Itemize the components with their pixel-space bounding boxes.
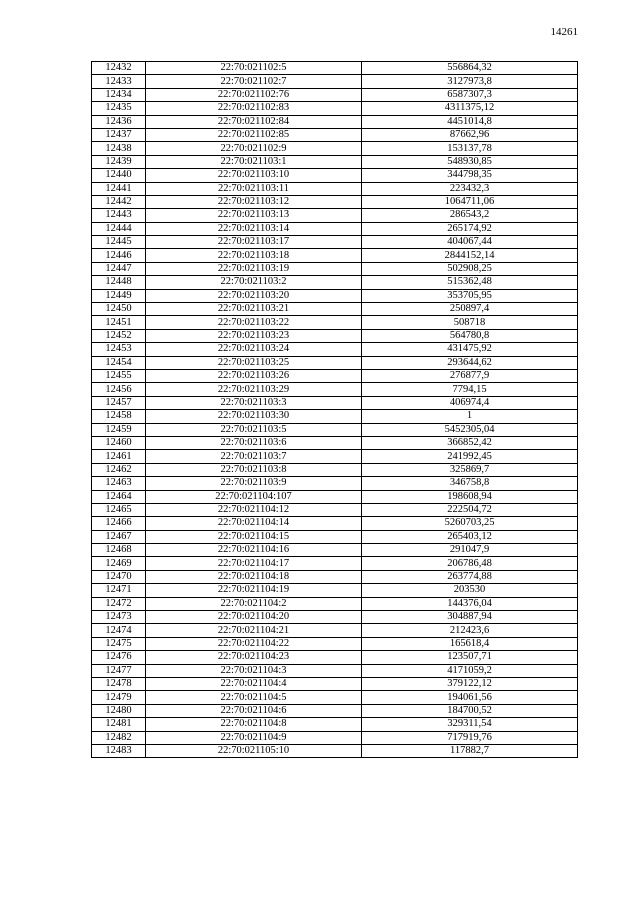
cadastral-number-cell: 22:70:021103:19: [146, 262, 362, 275]
table-row: [92, 611, 578, 624]
row-number-cell: 12479: [92, 691, 146, 704]
row-number-cell: 12478: [92, 677, 146, 690]
value-cell: 325869,7: [362, 463, 578, 476]
row-number-cell: 12458: [92, 410, 146, 423]
table-row: [92, 343, 578, 356]
table-row: [92, 236, 578, 249]
table-row: [92, 182, 578, 195]
row-number-cell: 12461: [92, 450, 146, 463]
cadastral-number-cell: 22:70:021104:5: [146, 691, 362, 704]
row-number-cell: 12440: [92, 169, 146, 182]
value-cell: 2844152,14: [362, 249, 578, 262]
cadastral-number-cell: 22:70:021104:6: [146, 704, 362, 717]
cadastral-number-cell: 22:70:021103:24: [146, 343, 362, 356]
cadastral-number-cell: 22:70:021103:22: [146, 316, 362, 329]
value-cell: 206786,48: [362, 557, 578, 570]
table-row: [92, 88, 578, 101]
table-row: [92, 276, 578, 289]
table-row: [92, 463, 578, 476]
row-number-cell: 12472: [92, 597, 146, 610]
cadastral-number-cell: 22:70:021102:85: [146, 128, 362, 141]
cadastral-number-cell: 22:70:021103:11: [146, 182, 362, 195]
value-cell: 184700,52: [362, 704, 578, 717]
row-number-cell: 12476: [92, 651, 146, 664]
value-cell: 7794,15: [362, 383, 578, 396]
value-cell: 5452305,04: [362, 423, 578, 436]
table-row: [92, 677, 578, 690]
value-cell: 87662,96: [362, 128, 578, 141]
value-cell: 4451014,8: [362, 115, 578, 128]
cadastral-number-cell: 22:70:021103:7: [146, 450, 362, 463]
value-cell: 165618,4: [362, 637, 578, 650]
row-number-cell: 12457: [92, 396, 146, 409]
cadastral-number-cell: 22:70:021102:7: [146, 75, 362, 88]
row-number-cell: 12462: [92, 463, 146, 476]
table-row: [92, 584, 578, 597]
value-cell: 286543,2: [362, 209, 578, 222]
cadastral-number-cell: 22:70:021102:84: [146, 115, 362, 128]
value-cell: 344798,35: [362, 169, 578, 182]
table-row: [92, 222, 578, 235]
table-row: [92, 597, 578, 610]
row-number-cell: 12477: [92, 664, 146, 677]
value-cell: 1: [362, 410, 578, 423]
cadastral-number-cell: 22:70:021104:20: [146, 611, 362, 624]
row-number-cell: 12482: [92, 731, 146, 744]
table-row: [92, 62, 578, 75]
row-number-cell: 12470: [92, 570, 146, 583]
cadastral-number-cell: 22:70:021102:9: [146, 142, 362, 155]
table-row: [92, 169, 578, 182]
table-row: [92, 544, 578, 557]
row-number-cell: 12481: [92, 718, 146, 731]
row-number-cell: 12464: [92, 490, 146, 503]
value-cell: 515362,48: [362, 276, 578, 289]
table-row: [92, 664, 578, 677]
row-number-cell: 12446: [92, 249, 146, 262]
table-row: [92, 436, 578, 449]
table-row: [92, 356, 578, 369]
table-row: [92, 115, 578, 128]
table-row: [92, 195, 578, 208]
cadastral-number-cell: 22:70:021104:12: [146, 503, 362, 516]
row-number-cell: 12432: [92, 62, 146, 75]
row-number-cell: 12471: [92, 584, 146, 597]
cadastral-number-cell: 22:70:021104:15: [146, 530, 362, 543]
value-cell: 1064711,06: [362, 195, 578, 208]
table-row: [92, 691, 578, 704]
row-number-cell: 12433: [92, 75, 146, 88]
table-row: [92, 744, 578, 757]
table-body: [92, 62, 578, 758]
table-row: [92, 637, 578, 650]
table-row: [92, 477, 578, 490]
cadastral-number-cell: 22:70:021103:18: [146, 249, 362, 262]
value-cell: 222504,72: [362, 503, 578, 516]
cadastral-number-cell: 22:70:021103:12: [146, 195, 362, 208]
table-row: [92, 718, 578, 731]
cadastral-number-cell: 22:70:021103:2: [146, 276, 362, 289]
cadastral-number-cell: 22:70:021103:6: [146, 436, 362, 449]
value-cell: 265174,92: [362, 222, 578, 235]
row-number-cell: 12474: [92, 624, 146, 637]
row-number-cell: 12441: [92, 182, 146, 195]
value-cell: 276877,9: [362, 369, 578, 382]
row-number-cell: 12437: [92, 128, 146, 141]
row-number-cell: 12454: [92, 356, 146, 369]
table-row: [92, 423, 578, 436]
value-cell: 250897,4: [362, 303, 578, 316]
row-number-cell: 12483: [92, 744, 146, 757]
row-number-cell: 12455: [92, 369, 146, 382]
cadastral-number-cell: 22:70:021103:20: [146, 289, 362, 302]
value-cell: 4171059,2: [362, 664, 578, 677]
cadastral-number-cell: 22:70:021104:3: [146, 664, 362, 677]
table-row: [92, 396, 578, 409]
row-number-cell: 12480: [92, 704, 146, 717]
value-cell: 293644,62: [362, 356, 578, 369]
cadastral-number-cell: 22:70:021103:8: [146, 463, 362, 476]
cadastral-number-cell: 22:70:021102:5: [146, 62, 362, 75]
row-number-cell: 12443: [92, 209, 146, 222]
table-row: [92, 329, 578, 342]
cadastral-number-cell: 22:70:021105:10: [146, 744, 362, 757]
table-row: [92, 75, 578, 88]
cadastral-number-cell: 22:70:021103:23: [146, 329, 362, 342]
cadastral-number-cell: 22:70:021103:1: [146, 155, 362, 168]
value-cell: 564780,8: [362, 329, 578, 342]
row-number-cell: 12439: [92, 155, 146, 168]
value-cell: 203530: [362, 584, 578, 597]
cadastral-number-cell: 22:70:021104:107: [146, 490, 362, 503]
cadastral-number-cell: 22:70:021103:5: [146, 423, 362, 436]
row-number-cell: 12465: [92, 503, 146, 516]
row-number-cell: 12444: [92, 222, 146, 235]
row-number-cell: 12459: [92, 423, 146, 436]
table-row: [92, 155, 578, 168]
cadastral-number-cell: 22:70:021104:18: [146, 570, 362, 583]
value-cell: 404067,44: [362, 236, 578, 249]
cadastral-number-cell: 22:70:021104:23: [146, 651, 362, 664]
table-row: [92, 142, 578, 155]
row-number-cell: 12460: [92, 436, 146, 449]
value-cell: 366852,42: [362, 436, 578, 449]
value-cell: 346758,8: [362, 477, 578, 490]
table-row: [92, 624, 578, 637]
table-row: [92, 369, 578, 382]
table-row: [92, 517, 578, 530]
row-number-cell: 12473: [92, 611, 146, 624]
cadastral-number-cell: 22:70:021104:14: [146, 517, 362, 530]
row-number-cell: 12475: [92, 637, 146, 650]
table-row: [92, 262, 578, 275]
cadastral-number-cell: 22:70:021103:10: [146, 169, 362, 182]
value-cell: 329311,54: [362, 718, 578, 731]
row-number-cell: 12469: [92, 557, 146, 570]
data-table: [91, 61, 578, 758]
cadastral-number-cell: 22:70:021104:16: [146, 544, 362, 557]
table-row: [92, 249, 578, 262]
value-cell: 198608,94: [362, 490, 578, 503]
value-cell: 556864,32: [362, 62, 578, 75]
table-row: [92, 303, 578, 316]
cadastral-number-cell: 22:70:021103:9: [146, 477, 362, 490]
row-number-cell: 12445: [92, 236, 146, 249]
value-cell: 153137,78: [362, 142, 578, 155]
cadastral-number-cell: 22:70:021103:30: [146, 410, 362, 423]
value-cell: 717919,76: [362, 731, 578, 744]
cadastral-number-cell: 22:70:021104:17: [146, 557, 362, 570]
value-cell: 6587307,3: [362, 88, 578, 101]
row-number-cell: 12450: [92, 303, 146, 316]
value-cell: 379122,12: [362, 677, 578, 690]
table-row: [92, 410, 578, 423]
table-row: [92, 289, 578, 302]
table-row: [92, 651, 578, 664]
row-number-cell: 12447: [92, 262, 146, 275]
value-cell: 4311375,12: [362, 102, 578, 115]
cadastral-number-cell: 22:70:021104:22: [146, 637, 362, 650]
table-row: [92, 316, 578, 329]
page-number: 14261: [550, 26, 578, 38]
value-cell: 304887,94: [362, 611, 578, 624]
value-cell: 291047,9: [362, 544, 578, 557]
cadastral-number-cell: 22:70:021103:3: [146, 396, 362, 409]
row-number-cell: 12456: [92, 383, 146, 396]
value-cell: 241992,45: [362, 450, 578, 463]
cadastral-number-cell: 22:70:021104:19: [146, 584, 362, 597]
value-cell: 265403,12: [362, 530, 578, 543]
row-number-cell: 12434: [92, 88, 146, 101]
row-number-cell: 12467: [92, 530, 146, 543]
row-number-cell: 12453: [92, 343, 146, 356]
cadastral-number-cell: 22:70:021102:83: [146, 102, 362, 115]
cadastral-number-cell: 22:70:021103:21: [146, 303, 362, 316]
value-cell: 502908,25: [362, 262, 578, 275]
cadastral-number-cell: 22:70:021104:9: [146, 731, 362, 744]
table-row: [92, 557, 578, 570]
row-number-cell: 12436: [92, 115, 146, 128]
cadastral-number-cell: 22:70:021103:17: [146, 236, 362, 249]
value-cell: 194061,56: [362, 691, 578, 704]
table-row: [92, 383, 578, 396]
row-number-cell: 12449: [92, 289, 146, 302]
row-number-cell: 12448: [92, 276, 146, 289]
row-number-cell: 12463: [92, 477, 146, 490]
value-cell: 263774,88: [362, 570, 578, 583]
table-row: [92, 704, 578, 717]
row-number-cell: 12435: [92, 102, 146, 115]
table-row: [92, 450, 578, 463]
value-cell: 5260703,25: [362, 517, 578, 530]
row-number-cell: 12451: [92, 316, 146, 329]
value-cell: 144376,04: [362, 597, 578, 610]
table-row: [92, 530, 578, 543]
value-cell: 123507,71: [362, 651, 578, 664]
cadastral-number-cell: 22:70:021103:26: [146, 369, 362, 382]
value-cell: 117882,7: [362, 744, 578, 757]
value-cell: 406974,4: [362, 396, 578, 409]
value-cell: 431475,92: [362, 343, 578, 356]
cadastral-number-cell: 22:70:021104:21: [146, 624, 362, 637]
table-row: [92, 731, 578, 744]
table-row: [92, 570, 578, 583]
cadastral-number-cell: 22:70:021103:25: [146, 356, 362, 369]
value-cell: 548930,85: [362, 155, 578, 168]
row-number-cell: 12438: [92, 142, 146, 155]
table-row: [92, 503, 578, 516]
value-cell: 3127973,8: [362, 75, 578, 88]
cadastral-number-cell: 22:70:021103:13: [146, 209, 362, 222]
value-cell: 223432,3: [362, 182, 578, 195]
value-cell: 353705,95: [362, 289, 578, 302]
cadastral-number-cell: 22:70:021102:76: [146, 88, 362, 101]
value-cell: 508718: [362, 316, 578, 329]
row-number-cell: 12452: [92, 329, 146, 342]
cadastral-number-cell: 22:70:021103:14: [146, 222, 362, 235]
value-cell: 212423,6: [362, 624, 578, 637]
cadastral-number-cell: 22:70:021103:29: [146, 383, 362, 396]
cadastral-number-cell: 22:70:021104:2: [146, 597, 362, 610]
row-number-cell: 12466: [92, 517, 146, 530]
table-row: [92, 490, 578, 503]
table-row: [92, 102, 578, 115]
table-row: [92, 128, 578, 141]
row-number-cell: 12468: [92, 544, 146, 557]
cadastral-number-cell: 22:70:021104:8: [146, 718, 362, 731]
table-row: [92, 209, 578, 222]
row-number-cell: 12442: [92, 195, 146, 208]
cadastral-number-cell: 22:70:021104:4: [146, 677, 362, 690]
